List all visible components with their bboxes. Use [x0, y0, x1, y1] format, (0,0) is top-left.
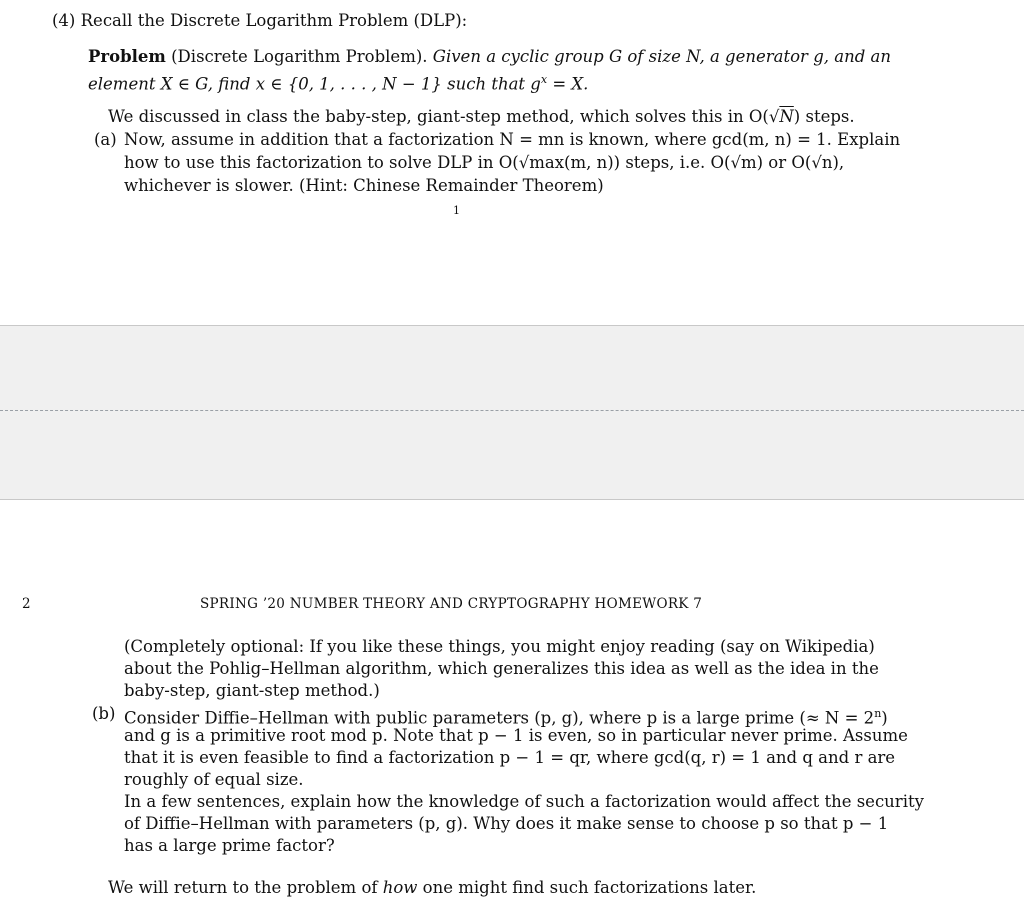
closing-emphasis: how [382, 878, 418, 897]
page-number-2: 2 [22, 596, 31, 612]
problem-label: Problem [88, 47, 166, 66]
part-b-line-4: roughly of equal size. [124, 770, 304, 789]
part-b-label: (b) [92, 704, 116, 723]
problem-line2-end: = X. [547, 74, 589, 94]
intro-sqrt-arg: N [779, 107, 794, 126]
part-a-line-1: Now, assume in addition that a factorization N = mn is known, where gcd(m, n) = 1. Explain [124, 130, 901, 149]
page-gap [0, 325, 1024, 500]
intro-line [108, 106, 855, 128]
question-title: Recall the Discrete Logarithm Problem (DLP): [80, 11, 468, 30]
problem-line-2 [88, 69, 588, 96]
problem-line2-text: element X ∈ G, find x ∈ {0, 1, . . . , N − 1} such that g [88, 74, 541, 94]
part-b-line-2: and g is a primitive root mod p. Note that p − 1 is even, so in particular never prime. Assume [124, 726, 908, 745]
closing-text: We will return to the problem of [108, 878, 383, 897]
problem-line-1 [88, 46, 891, 68]
part-a-line-3: whichever is slower. (Hint: Chinese Remainder Theorem) [124, 176, 604, 195]
part-b-line-3: that it is even feasible to find a factorization p − 1 = qr, where gcd(q, r) = 1 and q and r are [124, 748, 896, 767]
problem-label-paren: (Discrete Logarithm Problem). [171, 47, 428, 66]
page-number-1: 1 [453, 204, 460, 217]
closing-line [108, 877, 756, 899]
part-a-label: (a) [94, 130, 117, 149]
page-break-line [0, 410, 1024, 411]
part-b-line-5: In a few sentences, explain how the knowledge of such a factorization would affect the security [124, 792, 924, 811]
optional-line-2: about the Pohlig–Hellman algorithm, which generalizes this idea as well as the idea in the [124, 659, 879, 678]
problem-line1-text: Given a cyclic group G of size N, a generator g, and an [432, 47, 891, 66]
optional-line-1: (Completely optional: If you like these things, you might enjoy reading (say on Wikipedia) [124, 637, 875, 656]
part-b-line-6: of Diffie–Hellman with parameters (p, g). Why does it make sense to choose p so that p − 1 [124, 814, 889, 833]
optional-line-3: baby-step, giant-step method.) [124, 681, 380, 700]
part-a-line-2: how to use this factorization to solve DLP in O(√max(m, n)) steps, i.e. O(√m) or O(√n), [124, 153, 845, 172]
intro-text-end: ) steps. [793, 107, 855, 126]
part-b-exponent: n [874, 707, 882, 720]
part-b-line1-text: Consider Diffie–Hellman with public parameters (p, g), where p is a large prime (≈ N = 2 [124, 708, 875, 728]
running-header: SPRING ’20 NUMBER THEORY AND CRYPTOGRAPHY HOMEWORK 7 [200, 596, 703, 612]
question-number: (4) [52, 11, 76, 30]
part-b-line1-end: ) [881, 708, 888, 728]
problem-exponent: x [540, 73, 548, 86]
intro-text: We discussed in class the baby-step, giant-step method, which solves this in O(√ [108, 107, 780, 126]
question-heading [52, 10, 467, 32]
part-b-line-7: has a large prime factor? [124, 836, 335, 855]
closing-text-end: one might find such factorizations later. [417, 878, 757, 897]
